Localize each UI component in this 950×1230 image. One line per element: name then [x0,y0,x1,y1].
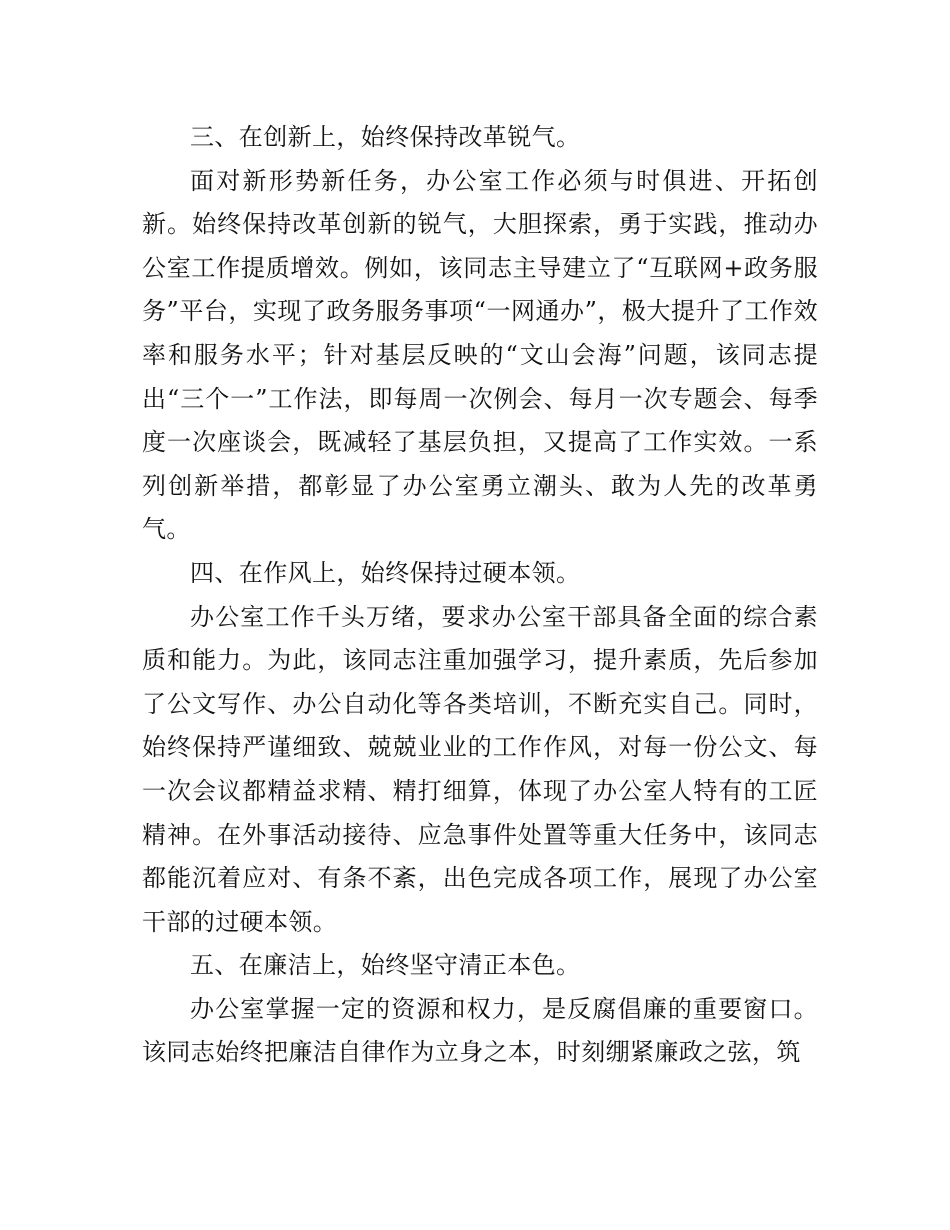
document-body [142,116,818,1075]
paragraph-innovation: 面对新形势新任务，办公室工作必须与时俱进、开拓创新。始终保持改革创新的锐气，大胆探索，勇于实践，推动办公室工作提质增效。例如，该同志主导建立了“互联网+政务服务”平台，实现了政务服务事项“一网通办”，极大提升了工作效率和服务水平；针对基层反映的“文山会海”问题，该同志提出“三个一”工作法，即每周一次例会、每月一次专题会、每季度一次座谈会，既减轻了基层负担，又提高了工作实效。一系列创新举措，都彰显了办公室勇立潮头、敢为人先的改革勇气。 [142,166,818,544]
paragraph-integrity: 办公室掌握一定的资源和权力，是反腐倡廉的重要窗口。该同志始终把廉洁自律作为立身之本，时刻绷紧廉政之弦，筑 [142,994,818,1067]
section-heading-work-style: 四、在作风上，始终保持过硬本领。 [190,558,581,587]
section-heading-integrity: 五、在廉洁上，始终坚守清正本色。 [190,951,581,980]
section-heading-innovation: 三、在创新上，始终保持改革锐气。 [190,123,581,151]
paragraph-work-style: 办公室工作千头万绪，要求办公室干部具备全面的综合素质和能力。为此，该同志注重加强学习，提升素质，先后参加了公文写作、办公自动化等各类培训，不断充实自己。同时，始终保持严谨细致、兢兢业业的工作作风，对每一份公文、每一次会议都精益求精、精打细算，体现了办公室人特有的工匠精神。在外事活动接待、应急事件处置等重大任务中，该同志都能沉着应对、有条不紊，出色完成各项工作，展现了办公室干部的过硬本领。 [142,602,818,936]
